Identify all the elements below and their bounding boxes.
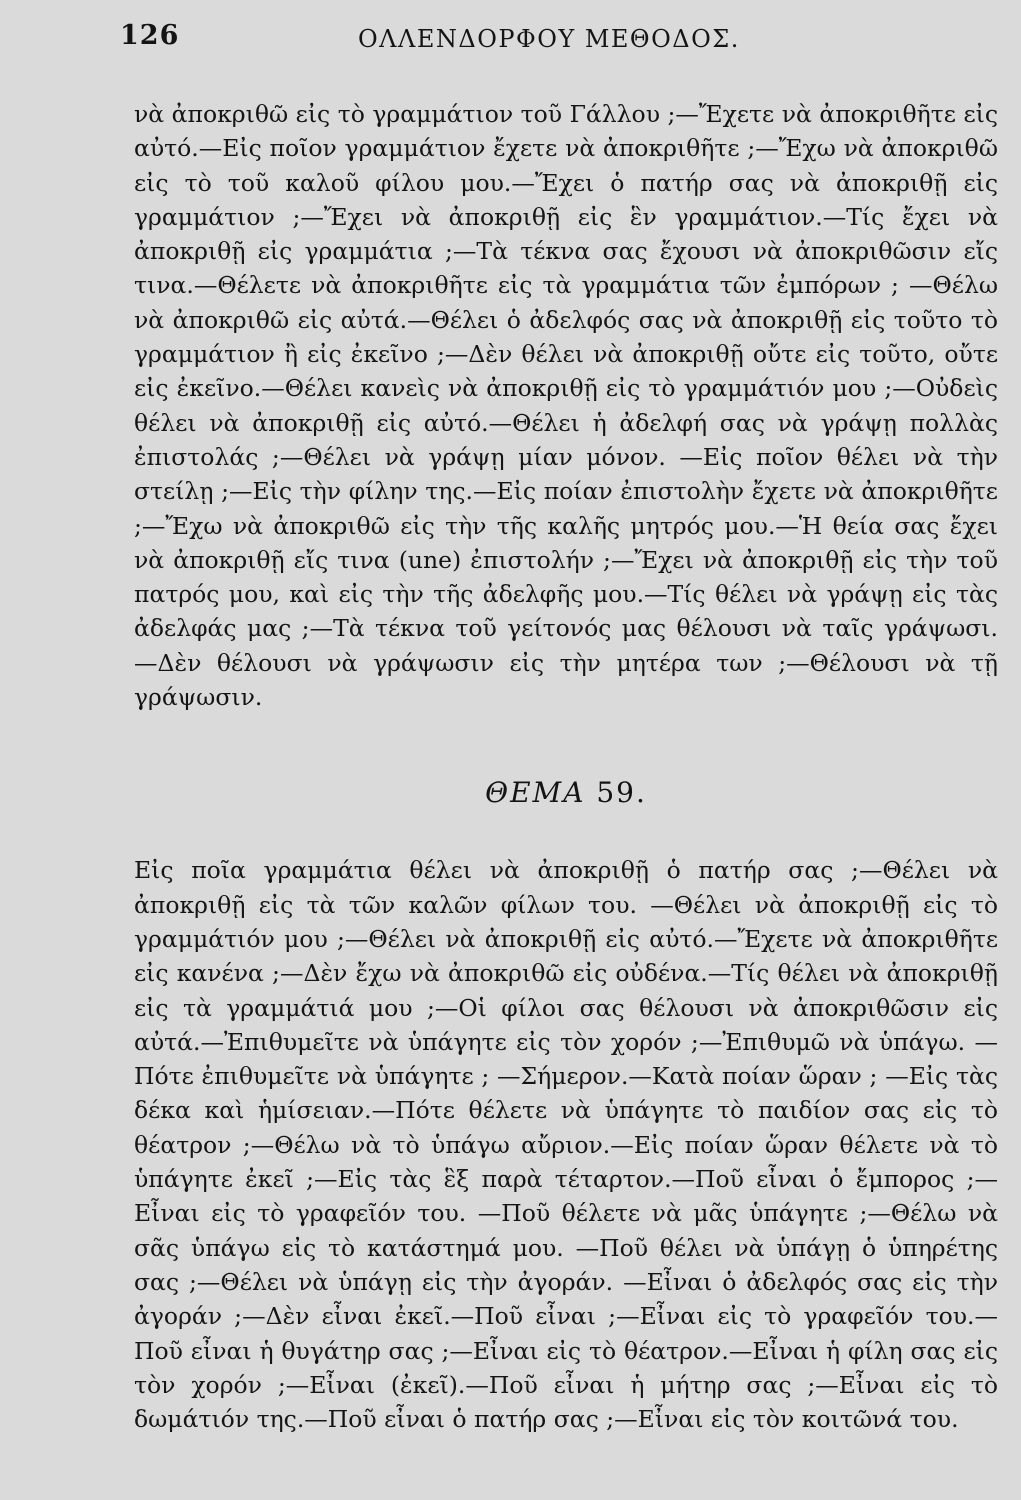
section-heading [134, 776, 998, 809]
exercise-paragraph-1: νὰ ἀποκριθῶ εἰς τὸ γραμμάτιον τοῦ Γάλλου ;—Ἔχετε νὰ ἀποκριθῆτε εἰς αὐτό.—Εἰς ποῖον γραμμάτιον ἔχετε νὰ ἀποκριθῆτε ;—Ἔχω νὰ ἀποκριθῶ εἰς τὸ τοῦ καλοῦ φίλου μου.—Ἔχει ὁ πατήρ σας νὰ ἀποκριθῇ εἰς γραμμάτιον ;—Ἔχει νὰ ἀποκριθῇ εἰς ἓν γραμμάτιον.—Τίς ἔχει νὰ ἀποκριθῇ εἰς γραμμάτια ;—Τὰ τέκνα σας ἔχουσι νὰ ἀποκριθῶσιν εἴς τινα.—Θέλετε νὰ ἀποκριθῆτε εἰς τὰ γραμμάτια τῶν ἐμπόρων ; —Θέλω νὰ ἀποκριθῶ εἰς αὐτά.—Θέλει ὁ ἀδελφός σας νὰ ἀποκριθῇ εἰς τοῦτο τὸ γραμμάτιον ἢ εἰς ἐκεῖνο ;—Δὲν θέλει νὰ ἀποκριθῇ οὔτε εἰς τοῦτο, οὔτε εἰς ἐκεῖνο.—Θέλει κανεὶς νὰ ἀποκριθῇ εἰς τὸ γραμμάτιόν μου ;—Οὐδεὶς θέλει νὰ ἀποκριθῇ εἰς αὐτό.—Θέλει ἡ ἀδελφή σας νὰ γράψῃ πολλὰς ἐπιστολάς ;—Θέλει νὰ γράψῃ μίαν μόνον. —Εἰς ποῖον θέλει νὰ τὴν στείλῃ ;—Εἰς τὴν φίλην της.—Εἰς ποίαν ἐπιστολὴν ἔχετε νὰ ἀποκριθῆτε ;—Ἔχω νὰ ἀποκριθῶ εἰς τὴν τῆς καλῆς μητρός μου.—Ἡ θεία σας ἔχει νὰ ἀποκριθῇ εἴς τινα (une) ἐπιστολήν ;—Ἔχει νὰ ἀποκριθῇ εἰς τὴν τοῦ πατρός μου, καὶ εἰς τὴν τῆς ἀδελφῆς μου.—Τίς θέλει νὰ γράψῃ εἰς τὰς ἀδελφάς μας ;—Τὰ τέκνα τοῦ γείτονός μας θέλουσι νὰ ταῖς γράψωσι. —Δὲν θέλουσι νὰ γράψωσιν εἰς τὴν μητέρα των ;—Θέλουσι νὰ τῇ γράψωσιν. [134, 100, 998, 712]
section-number: 59. [596, 776, 647, 810]
running-title: ΟΛΛΕΝΔΟΡΦΟΥ ΜΕΘΟΔΟΣ. [358, 25, 740, 53]
page-header [120, 20, 994, 68]
page-number: 126 [120, 20, 180, 51]
section-label: ΘΕΜΑ [485, 776, 586, 810]
exercise-paragraph-2: Εἰς ποῖα γραμμάτια θέλει νὰ ἀποκριθῇ ὁ πατήρ σας ;—Θέλει νὰ ἀποκριθῇ εἰς τὰ τῶν καλῶν φίλων του. —Θέλει νὰ ἀποκριθῇ εἰς τὸ γραμμάτιόν μου ;—Θέλει νὰ ἀποκριθῇ εἰς αὐτό.—Ἔχετε νὰ ἀποκριθῆτε εἰς κανένα ;—Δὲν ἔχω νὰ ἀποκριθῶ εἰς οὐδένα.—Τίς θέλει νὰ ἀποκριθῇ εἰς τὰ γραμμάτιά μου ;—Οἱ φίλοι σας θέλουσι νὰ ἀποκριθῶσιν εἰς αὐτά.—Ἐπιθυμεῖτε νὰ ὑπάγητε εἰς τὸν χορόν ;—Ἐπιθυμῶ νὰ ὑπάγω. —Πότε ἐπιθυμεῖτε νὰ ὑπάγητε ; —Σήμερον.—Κατὰ ποίαν ὥραν ; —Εἰς τὰς δέκα καὶ ἡμίσειαν.—Πότε θέλετε νὰ ὑπάγητε τὸ παιδίον σας εἰς τὸ θέατρον ;—Θέλω νὰ τὸ ὑπάγω αὔριον.—Εἰς ποίαν ὥραν θέλετε νὰ τὸ ὑπάγητε ἐκεῖ ;—Εἰς τὰς ἓξ παρὰ τέταρτον.—Ποῦ εἶναι ὁ ἔμπορος ;—Εἶναι εἰς τὸ γραφεῖόν του. —Ποῦ θέλετε νὰ μᾶς ὑπάγητε ;—Θέλω νὰ σᾶς ὑπάγω εἰς τὸ κατάστημά μου. —Ποῦ θέλει νὰ ὑπάγῃ ὁ ὑπηρέτης σας ;—Θέλει νὰ ὑπάγῃ εἰς τὴν ἀγοράν. —Εἶναι ὁ ἀδελφός σας εἰς τὴν ἀγοράν ;—Δὲν εἶναι ἐκεῖ.—Ποῦ εἶναι ;—Εἶναι εἰς τὸ γραφεῖόν του.—Ποῦ εἶναι ἡ θυγάτηρ σας ;—Εἶναι εἰς τὸ θέατρον.—Εἶναι ἡ φίλη σας εἰς τὸν χορόν ;—Εἶναι (ἐκεῖ).—Ποῦ εἶναι ἡ μήτηρ σας ;—Εἶναι εἰς τὸ δωμάτιόν της.—Ποῦ εἶναι ὁ πατήρ σας ;—Εἶναι εἰς τὸν κοιτῶνά του. [134, 856, 998, 1434]
